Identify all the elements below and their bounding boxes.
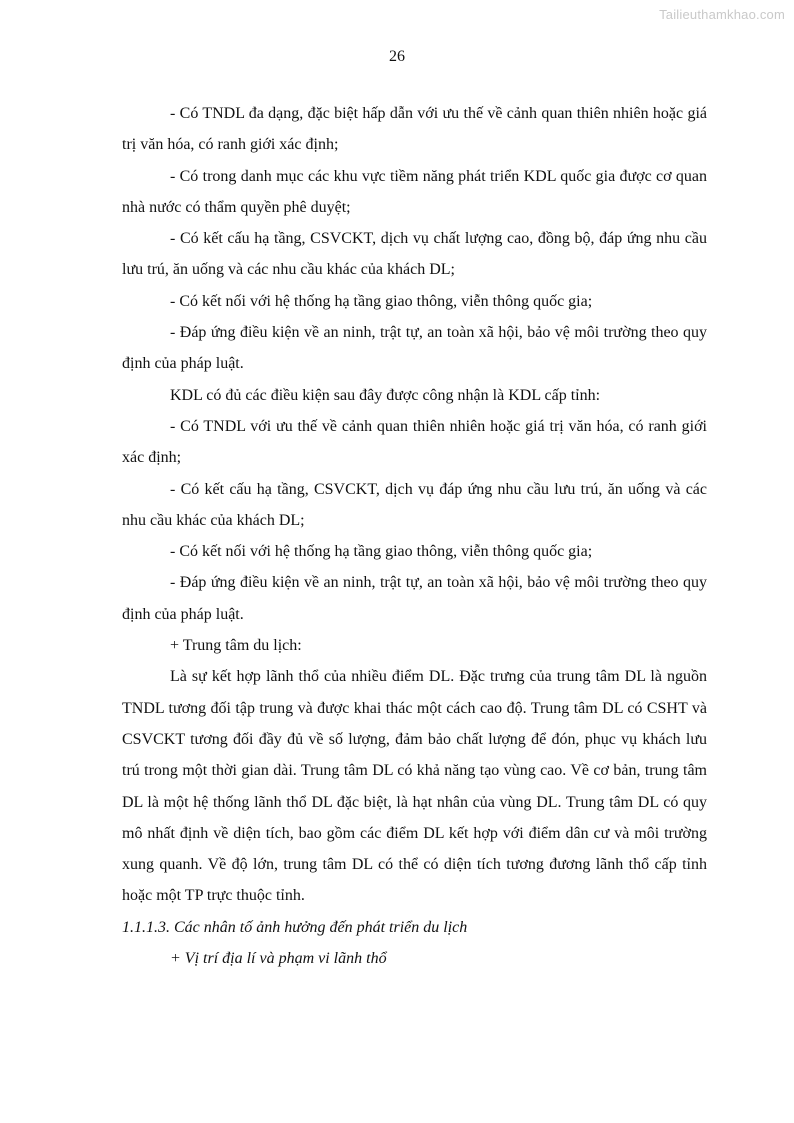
paragraph-5: - Đáp ứng điều kiện về an ninh, trật tự, an toàn xã hội, bảo vệ môi trường theo quy định của pháp luật. xyxy=(122,324,707,373)
page-number: 26 xyxy=(389,48,405,65)
paragraph-1: - Có TNDL đa dạng, đặc biệt hấp dẫn với ưu thế về cảnh quan thiên nhiên hoặc giá trị văn hóa, có ranh giới xác định; xyxy=(122,105,707,154)
paragraph-7: - Có TNDL với ưu thế về cảnh quan thiên nhiên hoặc giá trị văn hóa, có ranh giới xác định; xyxy=(122,417,707,467)
paragraph-11: + Trung tâm du lịch: xyxy=(170,637,302,655)
document-body xyxy=(122,98,707,974)
paragraph-12: Là sự kết hợp lãnh thổ của nhiều điểm DL. Đặc trưng của trung tâm DL là nguồn TNDL tương đối tập trung và được khai thác một cách cao độ. Trung tâm DL có CSHT và CSVCKT tương đối đầy đủ về số lượng, đảm bảo chất lượng để đón, phục vụ khách lưu trú trong một thời gian dài. Trung tâm DL có khả năng tạo vùng cao. Về cơ bản, trung tâm DL là một hệ thống lãnh thổ DL đặc biệt, là hạt nhân của vùng DL. Trung tâm DL có quy mô nhất định về diện tích, bao gồm các điểm DL kết hợp với điểm dân cư và môi trường xung quanh. Về độ lớn, trung tâm DL có thể có diện tích tương đương lãnh thổ cấp tỉnh hoặc một TP trực thuộc tỉnh. xyxy=(122,668,707,905)
watermark: Tailieuthamkhao.com xyxy=(659,7,785,22)
paragraph-3: - Có kết cấu hạ tầng, CSVCKT, dịch vụ chất lượng cao, đồng bộ, đáp ứng nhu cầu lưu trú, ăn uống và các nhu cầu khác của khách DL; xyxy=(122,230,707,279)
section-heading: 1.1.1.3. Các nhân tố ảnh hưởng đến phát triển du lịch xyxy=(122,918,468,936)
paragraph-6: KDL có đủ các điều kiện sau đây được công nhận là KDL cấp tỉnh: xyxy=(170,386,601,404)
subsection-heading: + Vị trí địa lí và phạm vi lãnh thổ xyxy=(170,950,387,968)
paragraph-4: - Có kết nối với hệ thống hạ tầng giao thông, viễn thông quốc gia; xyxy=(170,292,593,310)
paragraph-9: - Có kết nối với hệ thống hạ tầng giao thông, viễn thông quốc gia; xyxy=(170,543,593,561)
paragraph-8: - Có kết cấu hạ tầng, CSVCKT, dịch vụ đáp ứng nhu cầu lưu trú, ăn uống và các nhu cầu khác của khách DL; xyxy=(122,480,707,529)
paragraph-2: - Có trong danh mục các khu vực tiềm năng phát triển KDL quốc gia được cơ quan nhà nước có thẩm quyền phê duyệt; xyxy=(122,167,707,216)
paragraph-10: - Đáp ứng điều kiện về an ninh, trật tự, an toàn xã hội, bảo vệ môi trường theo quy định của pháp luật. xyxy=(122,574,707,623)
